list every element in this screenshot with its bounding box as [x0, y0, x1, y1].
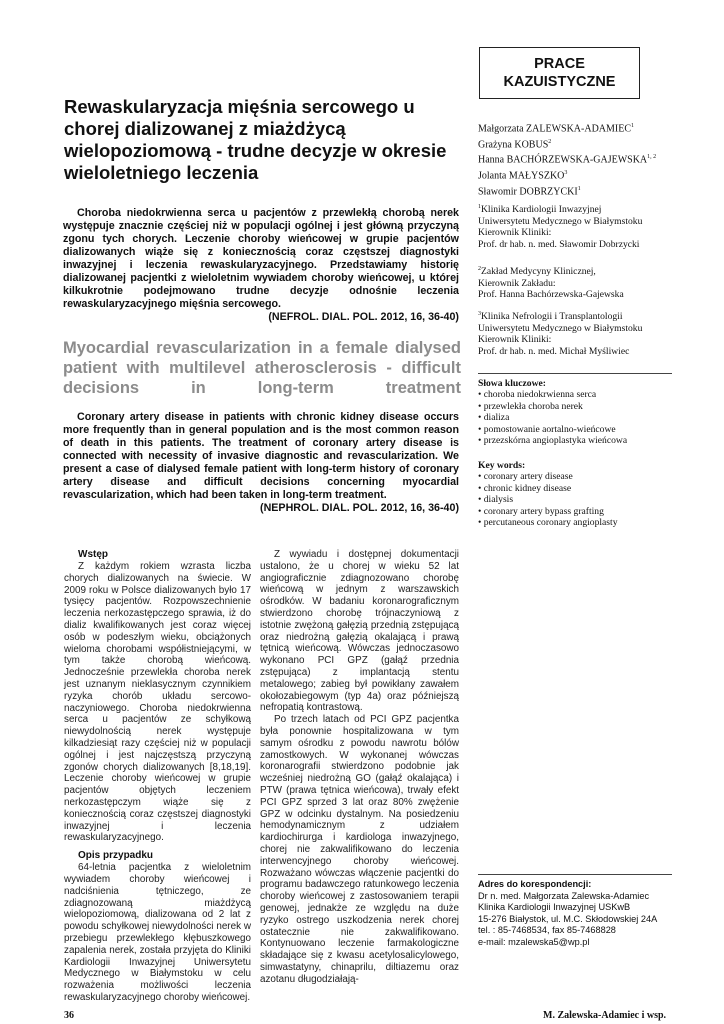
abstract-pl	[63, 207, 459, 324]
keyword-item: • przewlekła choroba nerek	[478, 400, 583, 412]
intro-paragraph: Z każdym rokiem wzrasta liczba chorych dializowanych na świecie. W 2009 roku w Polsce dializowanych było 17 tysięcy pacjentów. Rozpowszechnienie leczenia nerkozastępczego sprawia, iż do dializ kwalifikowanych jest coraz więcej osób w podeszłym wieku, obciążonych wieloma chorobami współistniejącymi, w tym także chorobą wieńcową. Jednocześnie przewlekła choroba nerek jest uznanym nieklasycznym czynnikiem ryzyka chorób układu sercowo-naczyniowego. Choroba niedokrwienna serca u pacjentów ze schyłkową niewydolnością nerek występuje kilkadziesiąt razy częściej niż w populacji ogólnej i jest najczęstszą przyczyną zgonów chorych dializowanych [8,18,19]. Leczenie choroby wieńcowej w grupie pacjentów objętych leczeniem nerkozastępczym wiąże się z koniecznością coraz częstszej diagnostyki inwazyjnej i leczenia rewaskularyzacyjnego.	[64, 561, 251, 844]
case-paragraph: 64-letnia pacjentka z wieloletnim wywiadem choroby wieńcowej i nadciśnienia tętniczego, ze zdiagnozowaną miażdżycą wielopoziomową, dializowana od 2 lat z powodu schyłkowej niewydolności nerek w przebiegu przewlekłego kłębuszkowego zapalenia nerek, została przyjęta do Kliniki Kardiologii Inwazyjnej Uniwersytetu Medycznego w Białymstoku w celu rozważenia możliwości leczenia rewaskularyzacyjnego choroby wieńcowej.	[64, 862, 251, 1003]
body-column-left	[64, 549, 251, 1004]
correspondence-line: tel. : 85-7468534, fax 85-7468828	[478, 925, 616, 936]
keywords-en	[478, 460, 708, 528]
author: Hanna BACHÓRZEWSKA-GAJEWSKA$^{1, 2}$	[478, 154, 657, 166]
keyword-item: • pomostowanie aortalno-wieńcowe	[478, 423, 616, 435]
keyword-item: • percutaneous coronary angioplasty	[478, 517, 618, 529]
abstract-pl-citation: (NEFROL. DIAL. POL. 2012, 16, 36-40)	[268, 311, 459, 323]
keywords-en-heading: Key words:	[478, 460, 526, 471]
abstract-en-citation: (NEPHROL. DIAL. POL. 2012, 16, 36-40)	[260, 502, 459, 514]
divider	[478, 373, 672, 374]
section-label-line2: KAZUISTYCZNE	[503, 74, 616, 90]
section-label	[479, 47, 640, 99]
keyword-item: • dializa	[478, 412, 510, 424]
body-paragraph: Po trzech latach od PCI GPZ pacjentka była ponownie hospitalizowana w tym samym ośrodku z powodu nawrotu bólów zamostkowych. W wykonanej wówczas koronarografii stwierdzono podobnie jak wcześniej niedrożną GO (gałąź okalająca) i PTW (prawa tętnica wieńcowa), trwały efekt PCI GPZ sprzed 3 lat oraz 80% zwężenie GPZ w odcinku dystalnym. Na posiedzeniu hemodynamicznym z udziałem kardiochirurga i kardiologa inwazyjnego, chorej nie zakwalifikowano do leczenia interwencyjnego choroby wieńcowej. Rozważano wówczas włączenie pacjentki do programu badawczego ratunkowego leczenia choroby wieńcowej z zastosowaniem terapii genowej, jednakże ze względu na duże ryzyko ostrego uszkodzenia nerek chorej ostatecznie nie zakwalifikowano. Kontynuowano leczenie farmakologiczne składające się z kwasu acetylosalicylowego, simwastatyny, chinaprilu, diltiazemu oraz azotanu długodziałają-	[260, 714, 459, 985]
author: Małgorzata ZALEWSKA-ADAMIEC$^1$	[478, 123, 635, 135]
keywords-pl	[478, 378, 708, 446]
keyword-item: • coronary artery bypass grafting	[478, 505, 604, 517]
keyword-item: • coronary artery disease	[478, 471, 573, 483]
abstract-en	[63, 411, 459, 515]
correspondence-line: Dr n. med. Małgorzata Zalewska-Adamiec	[478, 890, 650, 901]
keyword-item: • przezskórna angioplastyka wieńcowa	[478, 435, 628, 447]
correspondence-line: Klinika Kardiologii Inwazyjnej USKwB	[478, 902, 631, 913]
keyword-item: • choroba niedokrwienna serca	[478, 389, 597, 401]
body-column-right	[260, 549, 459, 985]
divider	[478, 874, 672, 875]
keyword-item: • dialysis	[478, 494, 514, 506]
keyword-item: • chronic kidney disease	[478, 482, 572, 494]
section-label-line1: PRACE	[534, 56, 585, 72]
keywords-pl-heading: Słowa kluczowe:	[478, 378, 546, 389]
correspondence-line: 15-276 Białystok, ul. M.C. Skłodowskiej 24A	[478, 913, 658, 924]
affiliation: $^2$Zakład Medycyny Klinicznej, Kierownik Zakładu: Prof. Hanna Bachórzewska-Gajewska	[478, 266, 624, 301]
author: Grażyna KOBUS$^2$	[478, 138, 552, 151]
author: Sławomir DOBRZYCKI$^1$	[478, 185, 581, 198]
case-heading: Opis przypadku	[78, 850, 154, 862]
affiliation: $^3$Klinika Nefrologii i Transplantologii Uniwersytetu Medycznego w Białymstoku Kierownik Kliniki: Prof. dr hab. n. med. Michał Myśliwiec	[478, 311, 643, 357]
abstract-en-text: Coronary artery disease in patients with chronic kidney disease occurs more frequently than in general population and is the most common reason of death in this patients. The treatment of coronary artery disease is connected with necessity of invasive diagnostic and revascularization. We present a case of dialysed female patient with long-term history of coronary artery disease and difficult decisions concerning myocardial revascularization, which had been taken in long-term treatment.	[63, 411, 459, 501]
abstract-pl-text: Choroba niedokrwienna serca u pacjentów z przewlekłą chorobą nerek występuje znacznie częściej niż w populacji ogólnej i jest główną przyczyną zgonu tych chorych. Leczenie choroby wieńcowej w grupie pacjentów dializowanych wiąże się z koniecznością coraz częstszej diagnostyki inwazyjnej i leczenia rewaskularyzacyjnego. Przedstawiamy historię dializowanej pacjentki z wieloletnim wywiadem choroby wieńcowej, u której kilkukrotnie podejmowano trudne decyzje odnośnie leczenia rewaskularyzacyjnego mięśnia sercowego.	[63, 207, 459, 310]
correspondence	[478, 879, 698, 949]
correspondence-heading: Adres do korespondencji:	[478, 879, 592, 889]
running-head: M. Zalewska-Adamiec i wsp.	[543, 1010, 667, 1021]
author: Jolanta MAŁYSZKO$^3$	[478, 170, 568, 182]
correspondence-email: e-mail: mzalewska5@wp.pl	[478, 936, 590, 947]
english-title: Myocardial revascularization in a female dialysed patient with multilevel atherosclerosis - difficult decisions in long-term treatment	[63, 339, 461, 397]
body-paragraph: Z wywiadu i dostępnej dokumentacji ustalono, że u chorej w wieku 52 lat angiograficznie zdiagnozowano chorobę wieńcową w jednym z warszawskich ośrodków. W badaniu koronarograficznym stwierdzono chorobę trójnaczyniową z istotnie zwężoną gałęzią przednią zstępującą oraz niedrożną gałęzią okalającą i prawą tętnicą wieńcową. Wówczas jednoczasowo wykonano PCI GPZ (gałąź przednia zstępująca) z implantacją stentu metalowego; zabieg był powikłany zawałem okołozabiegowym (typ 4a) oraz późniejszą nefropatią kontrastową.	[260, 549, 459, 714]
intro-heading: Wstęp	[78, 549, 108, 560]
affiliation: $^1$Klinika Kardiologii Inwazyjnej Uniwersytetu Medycznego w Białymstoku Kierownik Kliniki: Prof. dr hab. n. med. Sławomir Dobrzycki	[478, 204, 643, 250]
article-title: Rewaskularyzacja mięśnia sercowego u chorej dializowanej z miażdżycą wielopoziomową - trudne decyzje w okresie wieloletniego leczenia	[64, 96, 447, 183]
author-list	[478, 120, 678, 199]
page-number: 36	[64, 1010, 74, 1021]
